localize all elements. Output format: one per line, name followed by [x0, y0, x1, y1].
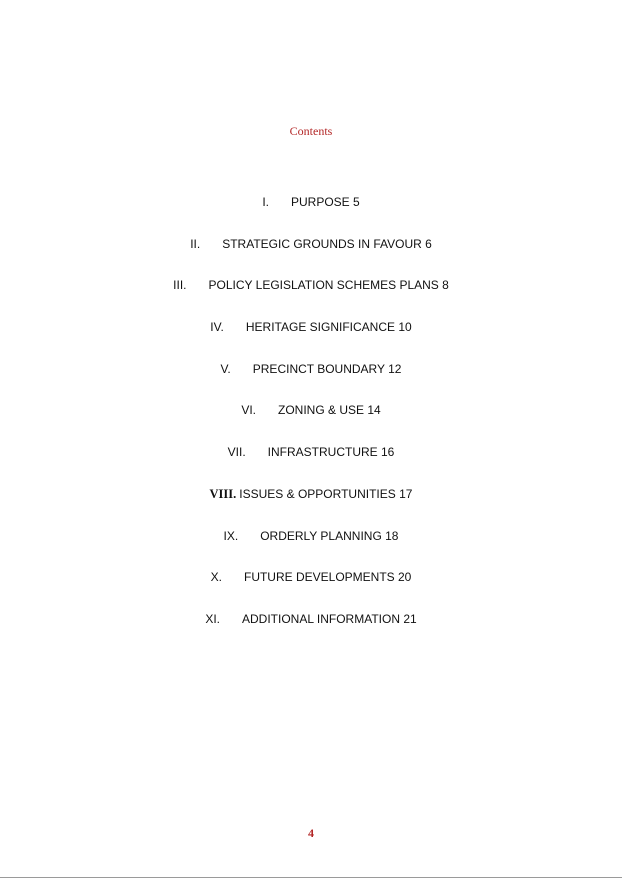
toc-entry-number: IV.	[210, 320, 224, 335]
toc-entry-zoning-use[interactable]	[0, 403, 622, 445]
toc-entry-infrastructure[interactable]	[0, 445, 622, 487]
toc-entry-purpose[interactable]	[0, 195, 622, 237]
toc-entry-number: XI.	[205, 611, 220, 626]
toc-entry-number: X.	[210, 570, 222, 585]
toc-entry-label: STRATEGIC GROUNDS IN FAVOUR 6	[222, 236, 432, 251]
toc-entry-label: FUTURE DEVELOPMENTS 20	[243, 570, 412, 585]
toc-entry-number: IX.	[223, 528, 239, 543]
toc-entry-number: VI.	[241, 403, 256, 418]
toc-entry-label: POLICY LEGISLATION SCHEMES PLANS 8	[208, 278, 449, 293]
toc-entry-label: PRECINCT BOUNDARY 12	[252, 361, 402, 376]
toc-entry-label: ISSUES & OPPORTUNITIES 17	[239, 486, 413, 501]
toc-entry-precinct-boundary[interactable]	[0, 362, 622, 404]
toc-entry-label: ADDITIONAL INFORMATION 21	[241, 611, 417, 626]
toc-entry-label: INFRASTRUCTURE 16	[267, 445, 395, 460]
toc-entry-label: HERITAGE SIGNIFICANCE 10	[245, 320, 412, 335]
toc-entry-issues-opportunities[interactable]	[0, 487, 622, 529]
toc-entry-label: ZONING & USE 14	[277, 403, 381, 418]
toc-entry-number: III.	[173, 278, 187, 293]
toc-entry-number: V.	[220, 361, 231, 376]
contents-heading: Contents	[289, 124, 333, 138]
table-of-contents	[0, 195, 622, 654]
toc-entry-label: ORDERLY PLANNING 18	[260, 528, 399, 543]
toc-entry-orderly-planning[interactable]	[0, 529, 622, 571]
toc-entry-future-developments[interactable]	[0, 570, 622, 612]
toc-entry-heritage-significance[interactable]	[0, 320, 622, 362]
toc-entry-number: VII.	[227, 445, 246, 460]
toc-entry-number: VIII.	[209, 486, 237, 501]
toc-entry-label: PURPOSE 5	[290, 195, 360, 209]
toc-entry-policy-legislation[interactable]	[0, 278, 622, 320]
toc-entry-additional-information[interactable]	[0, 612, 622, 654]
toc-entry-strategic-grounds[interactable]	[0, 237, 622, 279]
toc-entry-number: I.	[262, 195, 269, 209]
page-number: 4	[308, 826, 314, 840]
page-bottom-divider	[0, 877, 622, 878]
toc-entry-number: II.	[190, 236, 201, 251]
